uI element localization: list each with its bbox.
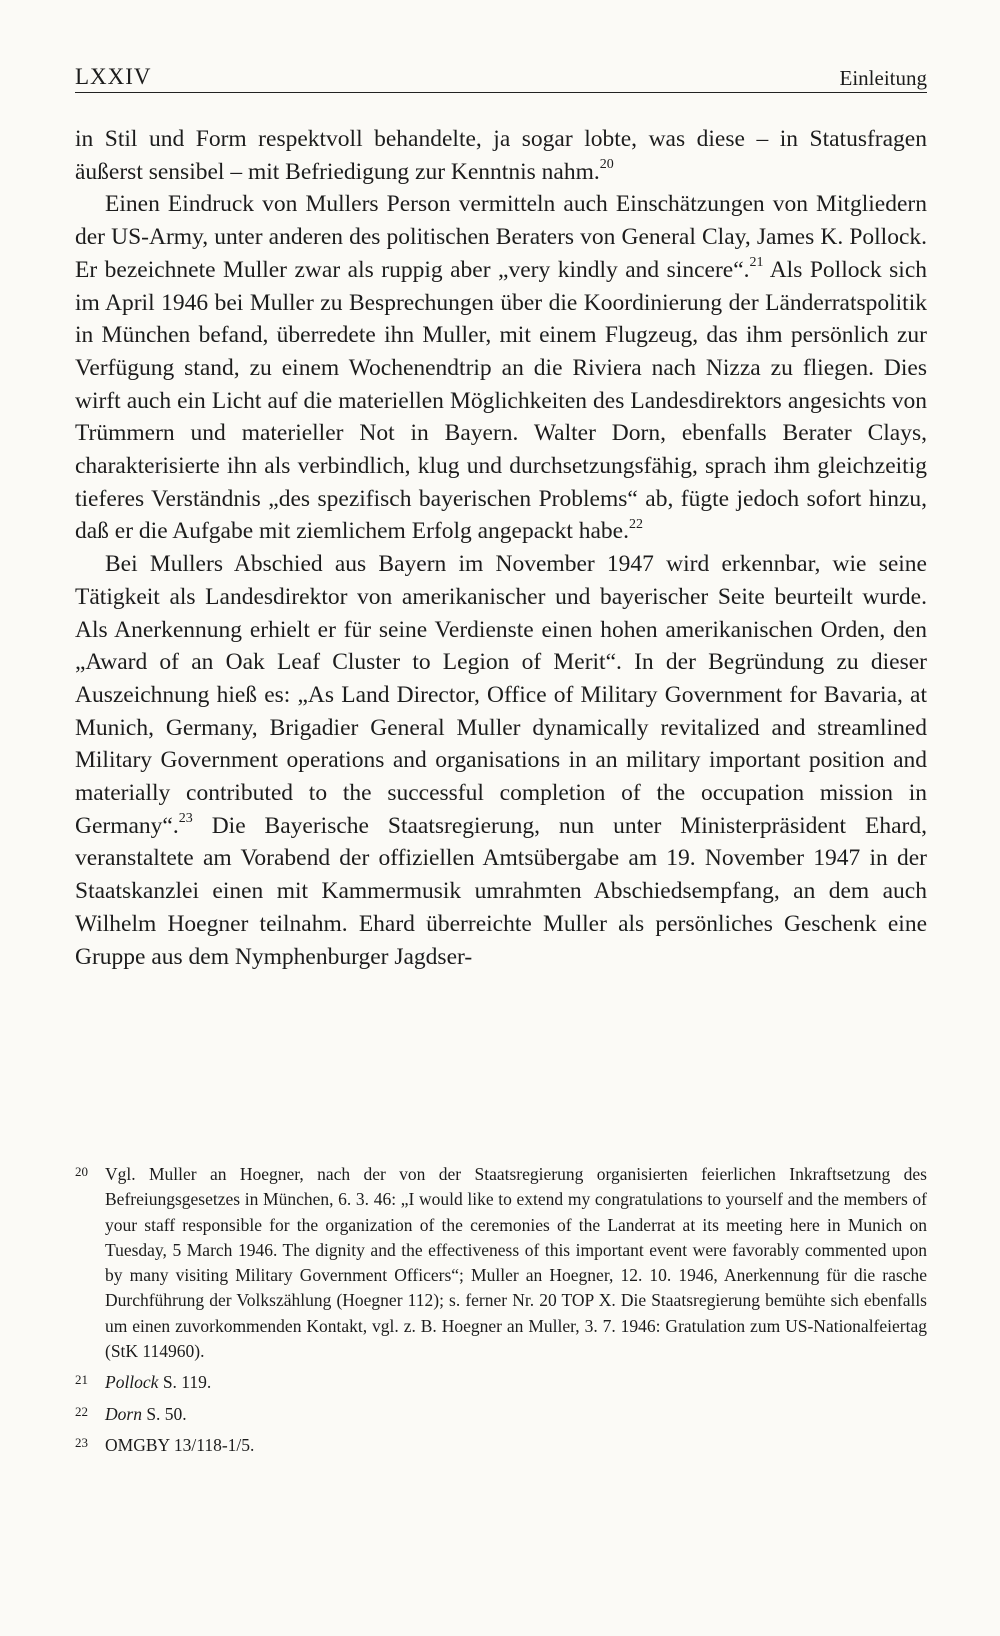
footnote-22 <box>75 1402 927 1427</box>
paragraph-2 <box>75 188 927 548</box>
paragraph-3 <box>75 548 927 973</box>
footnote-20 <box>75 1162 927 1364</box>
footnote-ref-20: 20 <box>599 156 614 172</box>
paragraph-2-text-a: Einen Eindruck von Mullers Person vermitteln auch Einschätzungen von Mitgliedern der US-Army, unter anderen des politischen Beraters von General Clay, James K. Pollock. Er bezeichnete Muller zwar als ruppig aber „very kindly and sincere“. <box>75 191 927 283</box>
footnote-ref-22: 22 <box>628 516 643 532</box>
footnote-number: 22 <box>75 1403 88 1419</box>
footnote-number: 21 <box>75 1372 88 1388</box>
paragraph-1 <box>75 123 927 188</box>
paragraph-3-text-a: Bei Mullers Abschied aus Bayern im November 1947 wird erkennbar, wie seine Tätigkeit als Landesdirektor von amerikanischer und bayerischer Seite beurteilt wurde. Als Anerkennung erhielt er für seine Verdienste einen hohen amerikanischen Orden, den „Award of an Oak Leaf Cluster to Legion of Merit“. In der Begründung zu dieser Auszeichnung hieß es: „As Land Director, Office of Military Government for Bavaria, at Munich, Germany, Brigadier General Muller dynamically revitalized and streamlined Military Government operations and organisations in an military important position and materially contributed to the successful completion of the occupation mission in Germany“. <box>75 551 927 839</box>
page-header <box>75 60 927 93</box>
footnote-ref-23: 23 <box>178 810 193 826</box>
footnote-21 <box>75 1370 927 1395</box>
footnote-text: OMGBY 13/118-1/5. <box>105 1434 255 1455</box>
footnote-ref-21: 21 <box>749 254 764 270</box>
page-number: LXXIV <box>75 64 152 89</box>
running-head: Einleitung <box>839 66 927 90</box>
footnotes <box>75 1162 927 1458</box>
footnote-text: Vgl. Muller an Hoegner, nach der von der Staatsregierung organisierten feierlichen Inkraftsetzung des Befreiungsgesetzes in München, 6. 3. 46: „I would like to extend my congratulations to yourself and the members of your staff responsible for the organization of the ceremonies of the Landerrat at its meeting here in Munich on Tuesday, 5 March 1946. The dignity and the effectiveness of this important event were favorably commented upon by many visiting Military Government Officers“; Muller an Hoegner, 12. 10. 1946, Anerkennung für die rasche Durchführung der Volkszählung (Hoegner 112); s. ferner Nr. 20 TOP X. Die Staatsregierung bemühte sich ebenfalls um einen zuvorkommenden Kontakt, vgl. z. B. Hoegner an Muller, 3. 7. 1946: Gratulation zum US-Nationalfeiertag (StK 114960). <box>105 1164 927 1362</box>
footnote-23 <box>75 1433 927 1458</box>
main-text <box>75 123 927 973</box>
paragraph-2-text-b: Als Pollock sich im April 1946 bei Muller zu Besprechungen über die Koordinierung der Länderratspolitik in München befand, überredete ihn Muller, mit einem Flugzeug, das ihm persönlich zur Verfügung stand, zu einem Wochenendtrip an die Riviera nach Nizza zu fliegen. Dies wirft auch ein Licht auf die materiellen Möglichkeiten des Landesdirektors angesichts von Trümmern und materieller Not in Bayern. Walter Dorn, ebenfalls Berater Clays, charakterisierte ihn als verbindlich, klug und durchsetzungsfähig, sprach ihm gleichzeitig tieferes Verständnis „des spezifisch bayerischen Problems“ ab, fügte jedoch sofort hinzu, daß er die Aufgabe mit ziemlichem Erfolg angepackt habe. <box>75 256 927 545</box>
footnote-number: 20 <box>75 1164 88 1179</box>
footnote-number: 23 <box>75 1434 88 1450</box>
footnote-author: Pollock <box>105 1372 159 1393</box>
paragraph-3-text-b: Die Bayerische Staatsregierung, nun unter Ministerpräsident Ehard, veranstaltete am Vorabend der offiziellen Amtsübergabe am 19. November 1947 in der Staatskanzlei einen mit Kammermusik umrahmten Abschiedsempfang, an dem auch Wilhelm Hoegner teilnahm. Ehard überreichte Muller als persönliches Geschenk eine Gruppe aus dem Nymphenburger Jagdser- <box>75 812 927 970</box>
footnote-text: S. 119. <box>158 1372 212 1393</box>
footnote-author: Dorn <box>105 1403 142 1424</box>
paragraph-1-text: in Stil und Form respektvoll behandelte, ja sogar lobte, was diese – in Statusfragen äußerst sensibel – mit Befriedigung zur Kenntnis nahm. <box>75 126 927 185</box>
footnote-text: S. 50. <box>141 1403 187 1424</box>
